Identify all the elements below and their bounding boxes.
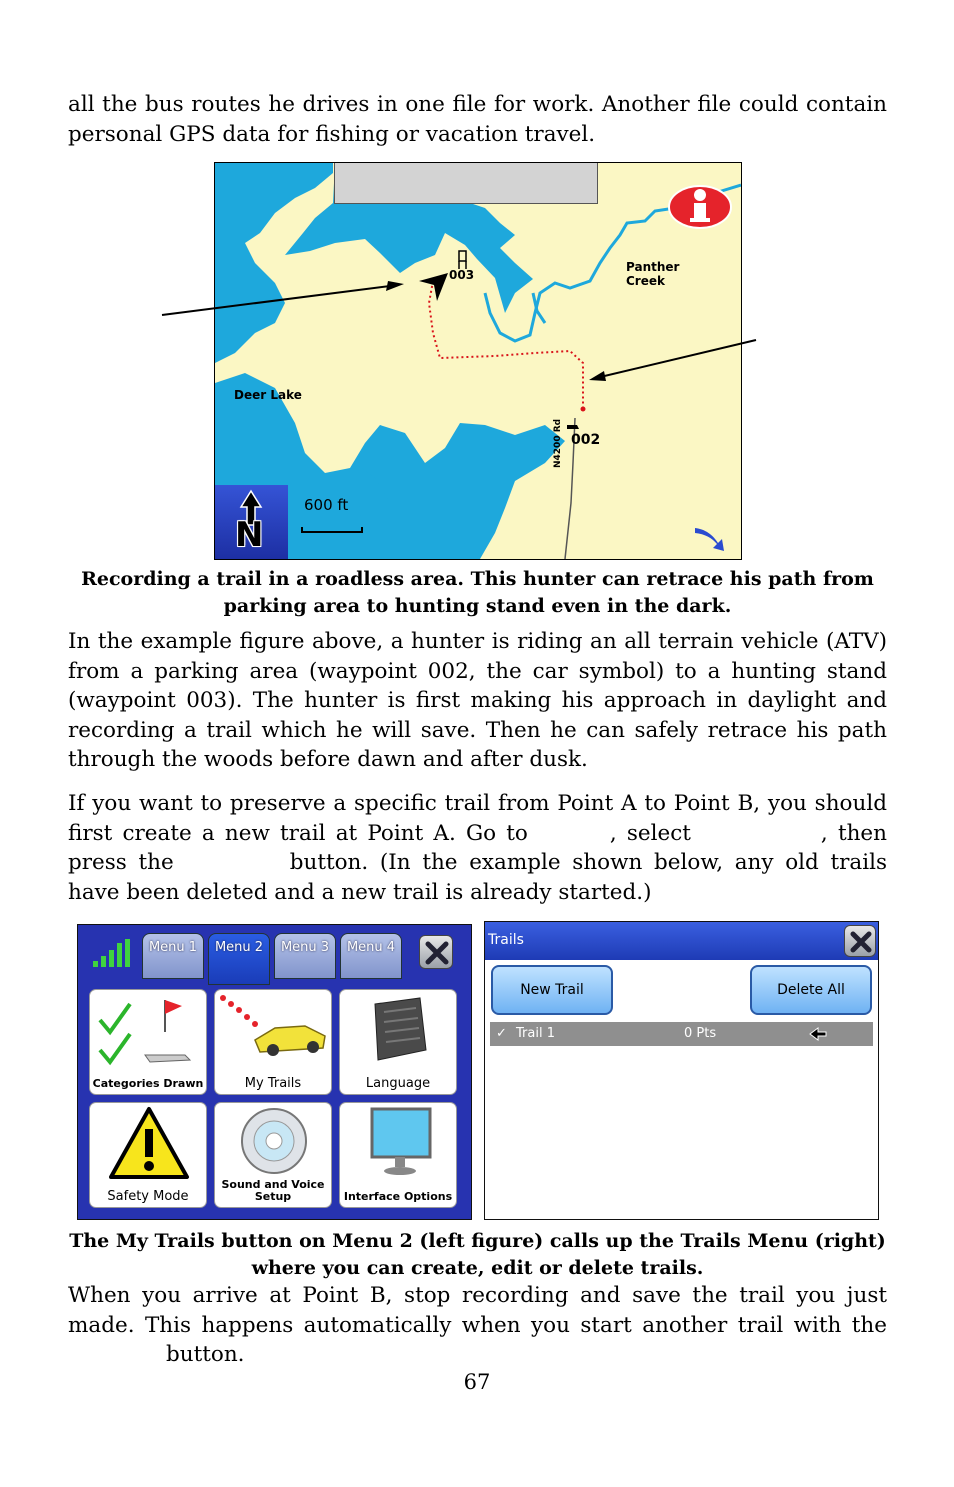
scale-label: 600 ft bbox=[304, 496, 349, 514]
car-trail-icon bbox=[215, 990, 333, 1070]
language-button[interactable] bbox=[339, 989, 457, 1095]
categories-drawn-label: Categories Drawn bbox=[92, 1077, 204, 1090]
waypoint-002-label: 002 bbox=[571, 432, 601, 448]
delete-all-button[interactable]: Delete All bbox=[750, 965, 872, 1015]
north-label: N bbox=[235, 515, 264, 555]
menu-close-button[interactable] bbox=[419, 935, 453, 969]
trail-arrow-icon bbox=[808, 1027, 828, 1041]
my-trails-button[interactable] bbox=[214, 989, 332, 1095]
scale-bar bbox=[301, 527, 363, 533]
map-caption: Recording a trail in a roadless area. This hunter can retrace his path from parking area to hunting stand even in the dark. bbox=[81, 568, 874, 617]
instructions-paragraph bbox=[68, 789, 887, 907]
info-icon bbox=[668, 185, 732, 229]
info-button[interactable] bbox=[668, 185, 732, 229]
panther-creek-label: Panther Creek bbox=[626, 260, 680, 288]
close-icon bbox=[420, 936, 454, 970]
north-button[interactable] bbox=[215, 485, 288, 559]
tab-menu-4[interactable]: Menu 4 bbox=[340, 933, 402, 979]
trail-check-icon: ✓ bbox=[496, 1026, 507, 1041]
my-trails-label: My Trails bbox=[244, 1076, 302, 1091]
instructions-part-b: , select bbox=[609, 820, 691, 846]
signal-strength-icon bbox=[91, 939, 131, 969]
instructions-part-a: If you want to preserve a specific trail from Point A to Point B, you should first create a new trail at Point A. Go to bbox=[68, 791, 887, 846]
interface-options-button[interactable] bbox=[339, 1102, 457, 1208]
trail-points: 0 Pts bbox=[684, 1026, 717, 1041]
language-label: Language bbox=[365, 1076, 431, 1091]
road-label: N4200 Rd bbox=[553, 418, 563, 468]
trails-close-button[interactable] bbox=[844, 925, 876, 957]
tab-menu-2[interactable]: Menu 2 bbox=[208, 933, 270, 985]
trail-map bbox=[214, 162, 742, 560]
hunting-stand-icon bbox=[459, 251, 466, 269]
sound-voice-setup-button[interactable] bbox=[214, 1102, 332, 1208]
safety-mode-label: Safety Mode bbox=[107, 1189, 189, 1204]
trails-title: Trails bbox=[488, 932, 524, 948]
closing-paragraph bbox=[68, 1281, 887, 1370]
checkmark-flag-icon bbox=[90, 990, 208, 1070]
closing-part-a: When you arrive at Point B, stop recording and save the trail you just made. This happens automatically when you start another trail with the bbox=[68, 1283, 887, 1338]
trails-screen bbox=[484, 921, 879, 1220]
instructions-part-e: button. (In the example shown below, any old trails have been deleted and a new trail is already started.) bbox=[68, 850, 887, 905]
warning-icon bbox=[90, 1103, 208, 1183]
menu-caption: The My Trails button on Menu 2 (left figure) calls up the Trails Menu (right) where you can create, edit or delete trails. bbox=[69, 1230, 886, 1279]
tab-menu-3[interactable]: Menu 3 bbox=[274, 933, 336, 979]
monitor-icon bbox=[340, 1103, 458, 1183]
speaker-icon bbox=[215, 1103, 333, 1183]
close-icon bbox=[845, 926, 877, 958]
car-icon bbox=[567, 425, 579, 429]
map-drawing bbox=[215, 163, 741, 559]
instructions-part-c: , bbox=[820, 820, 828, 846]
map-status-bar bbox=[334, 163, 598, 204]
safety-mode-button[interactable] bbox=[89, 1102, 207, 1208]
turn-arrow-icon bbox=[695, 528, 724, 551]
example-paragraph: In the example figure above, a hunter is riding an all terrain vehicle (ATV) from a parking area (waypoint 002, the car symbol) to a hunting stand (waypoint 003). The hunter is first making his approach in daylight and recording a trail which he will save. Then he can safely retrace his path through the woods before dawn and after dusk. bbox=[68, 629, 887, 772]
trails-header bbox=[485, 922, 878, 960]
position-arrow-icon bbox=[419, 273, 448, 301]
tab-menu-1[interactable]: Menu 1 bbox=[142, 933, 204, 979]
closing-part-b: button. bbox=[166, 1342, 245, 1367]
waypoint-003-label: 003 bbox=[449, 268, 475, 282]
deer-lake-label: Deer Lake bbox=[234, 388, 302, 402]
trail-row[interactable] bbox=[490, 1022, 873, 1046]
interface-options-label: Interface Options bbox=[343, 1190, 453, 1203]
menu-2-screen bbox=[77, 924, 472, 1220]
sound-voice-setup-label: Sound and Voice Setup bbox=[221, 1178, 325, 1203]
page-number: 67 bbox=[463, 1370, 491, 1394]
categories-drawn-button[interactable] bbox=[89, 989, 207, 1095]
trail-name: Trail 1 bbox=[516, 1026, 555, 1041]
stone-tablet-icon bbox=[340, 990, 458, 1070]
instructions-part-d: then press the bbox=[68, 820, 887, 875]
intro-paragraph: all the bus routes he drives in one file for work. Another file could contain personal GPS data for fishing or vacation travel. bbox=[68, 92, 887, 147]
new-trail-button[interactable]: New Trail bbox=[491, 965, 613, 1015]
